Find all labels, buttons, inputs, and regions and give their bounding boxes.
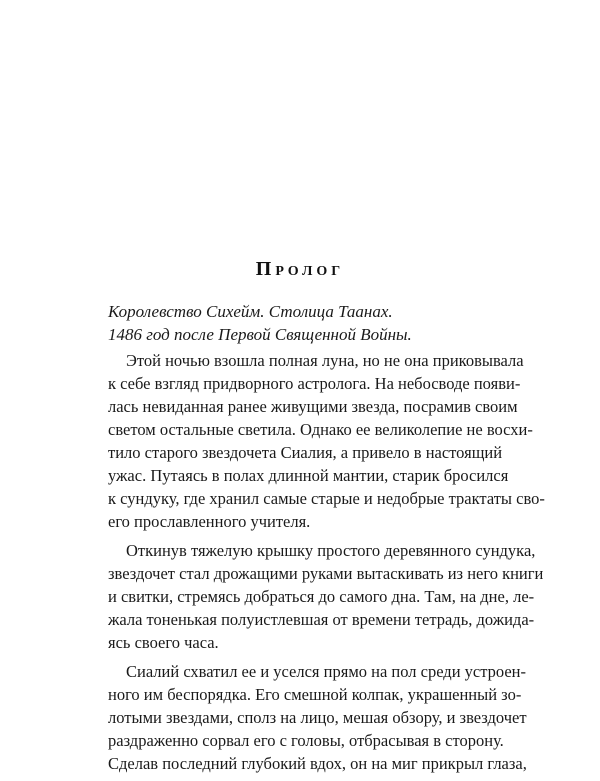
- epigraph-location: Королевство Сихейм. Столица Таанах.: [108, 302, 393, 321]
- text-line: лась невиданная ранее живущими звезда, посрамив своим: [108, 397, 518, 416]
- text-line: его прославленного учителя.: [108, 512, 311, 531]
- text-line: лотыми звездами, сполз на лицо, мешая обзору, и звездочет: [108, 708, 527, 727]
- text-line: Сделав последний глубокий вдох, он на миг прикрыл глаза,: [108, 754, 527, 773]
- text-line: к себе взгляд придворного астролога. На небосводе появи-: [108, 374, 521, 393]
- text-line: жала тоненькая полуистлевшая от времени тетрадь, дожида-: [108, 610, 535, 629]
- text-line: и свитки, стремясь добраться до самого дна. Там, на дне, ле-: [108, 587, 535, 606]
- text-line: раздраженно сорвал его с головы, отбрасывая в сторону.: [108, 731, 504, 750]
- chapter-title: Пролог: [255, 258, 345, 280]
- body-text: [108, 349, 545, 781]
- text-line: ужас. Путаясь в полах длинной мантии, старик бросился: [108, 466, 509, 485]
- paragraph-1: [108, 349, 545, 533]
- text-line: Откинув тяжелую крышку простого деревянного сундука,: [126, 541, 536, 560]
- paragraph-2: [108, 539, 544, 654]
- text-line: звездочет стал дрожащими руками вытаскивать из него книги: [108, 564, 544, 583]
- text-line: к сундуку, где хранил самые старые и недобрые трактаты сво-: [108, 489, 545, 508]
- text-line: Сиалий схватил ее и уселся прямо на пол среди устроен-: [126, 662, 526, 681]
- epigraph-date: 1486 год после Первой Священной Войны.: [108, 325, 412, 344]
- text-line: ного им беспорядка. Его смешной колпак, украшенный зо-: [108, 685, 522, 704]
- epigraph: [108, 300, 498, 346]
- text-line: светом остальные светила. Однако ее великолепие не восхи-: [108, 420, 533, 439]
- paragraph-3: [108, 660, 527, 775]
- text-line: ясь своего часа.: [108, 633, 219, 652]
- text-line: тило старого звездочета Сиалия, а привело в настоящий: [108, 443, 503, 462]
- text-line: Этой ночью взошла полная луна, но не она приковывала: [126, 351, 524, 370]
